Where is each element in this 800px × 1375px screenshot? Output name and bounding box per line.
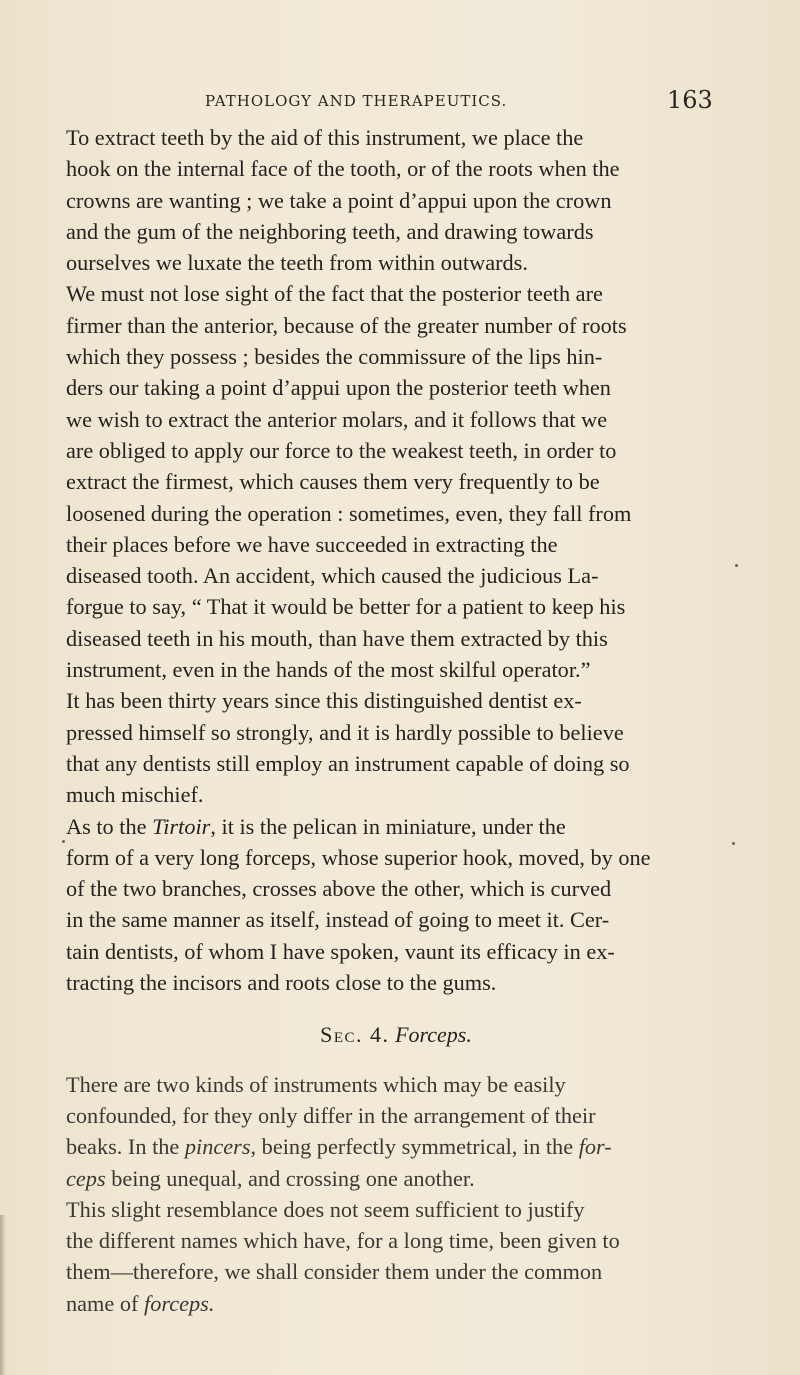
- text-line: that any dentists still employ an instrument capable of doing so: [66, 750, 630, 776]
- text-line: tain dentists, of whom I have spoken, vaunt its efficacy in ex-: [66, 938, 615, 964]
- ink-speck: [62, 840, 65, 843]
- paragraph-5: [66, 1069, 726, 1194]
- text-run: being unequal, and crossing one another.: [105, 1165, 475, 1191]
- text-line: instrument, even in the hands of the most skilful operator.”: [66, 657, 591, 683]
- body-text: [66, 122, 726, 1319]
- text-line: their places before we have succeeded in extracting the: [66, 531, 558, 557]
- text-line: loosened during the operation : sometimes, even, they fall from: [66, 500, 632, 526]
- italic-term: ceps: [66, 1165, 106, 1191]
- text-line: form of a very long forceps, whose superior hook, moved, by one: [66, 844, 651, 870]
- paragraph-2: [66, 278, 726, 685]
- text-line: We must not lose sight of the fact that the posterior teeth are: [66, 281, 603, 307]
- text-line: [66, 1131, 726, 1162]
- text-line: ourselves we luxate the teeth from within outwards.: [66, 250, 528, 276]
- text-line: To extract teeth by the aid of this instrument, we place the: [66, 125, 584, 150]
- section-heading: [66, 1019, 726, 1050]
- text-line: [66, 1163, 726, 1194]
- text-line: and the gum of the neighboring teeth, and drawing towards: [66, 218, 594, 244]
- text-line: which they possess ; besides the commissure of the lips hin-: [66, 344, 603, 370]
- text-line: are obliged to apply our force to the weakest teeth, in order to: [66, 437, 617, 463]
- text-run: , being perfectly symmetrical, in the: [250, 1134, 579, 1160]
- text-line: crowns are wanting ; we take a point d’appui upon the crown: [66, 187, 612, 213]
- text-line: [66, 1288, 726, 1319]
- paragraph-6: [66, 1194, 726, 1319]
- text-line: extract the firmest, which causes them very frequently to be: [66, 469, 600, 495]
- text-run: As to the: [66, 813, 153, 839]
- section-title: Forceps.: [395, 1022, 472, 1048]
- page-number: 163: [667, 86, 713, 114]
- text-line: It has been thirty years since this distinguished dentist ex-: [66, 688, 582, 714]
- text-line: forgue to say, “ That it would be better for a patient to keep his: [66, 594, 626, 620]
- page-edge-shadow: [0, 1215, 6, 1375]
- text-line: There are two kinds of instruments which may be easily: [66, 1071, 566, 1097]
- text-line: tracting the incisors and roots close to the gums.: [66, 970, 497, 996]
- text-line: hook on the internal face of the tooth, or of the roots when the: [66, 156, 620, 182]
- text-line: pressed himself so strongly, and it is hardly possible to believe: [66, 719, 624, 745]
- text-line: confounded, for they only differ in the arrangement of their: [66, 1102, 596, 1128]
- text-line: the different names which have, for a long time, been given to: [66, 1228, 620, 1254]
- text-line: in the same manner as itself, instead of going to meet it. Cer-: [66, 907, 610, 933]
- text-line: them—therefore, we shall consider them under the common: [66, 1259, 603, 1285]
- text-line: we wish to extract the anterior molars, and it follows that we: [66, 406, 608, 432]
- text-run: beaks. In the: [66, 1134, 185, 1160]
- ink-speck: [732, 842, 735, 845]
- text-line: much mischief.: [66, 782, 204, 808]
- text-line: firmer than the anterior, because of the greater number of roots: [66, 312, 627, 338]
- text-line: of the two branches, crosses above the other, which is curved: [66, 876, 612, 902]
- paragraph-3: [66, 685, 726, 810]
- running-head: PATHOLOGY AND THERAPEUTICS.: [205, 92, 508, 110]
- italic-term: for-: [578, 1134, 612, 1160]
- italic-term: pincers: [184, 1134, 251, 1160]
- section-label: Sec. 4.: [320, 1022, 390, 1048]
- italic-term: forceps.: [144, 1290, 215, 1316]
- text-line: diseased tooth. An accident, which caused the judicious La-: [66, 563, 599, 589]
- paragraph-4: [66, 811, 726, 999]
- text-run: , it is the pelican in miniature, under the: [210, 813, 566, 839]
- text-run: name of: [66, 1290, 145, 1316]
- text-line: ders our taking a point d’appui upon the posterior teeth when: [66, 375, 611, 401]
- text-line: This slight resemblance does not seem sufficient to justify: [66, 1196, 585, 1222]
- text-line: [66, 811, 726, 842]
- ink-speck: [735, 564, 738, 567]
- paragraph-1: [66, 122, 726, 278]
- text-line: diseased teeth in his mouth, than have them extracted by this: [66, 625, 608, 651]
- italic-term: Tirtoir: [152, 813, 211, 839]
